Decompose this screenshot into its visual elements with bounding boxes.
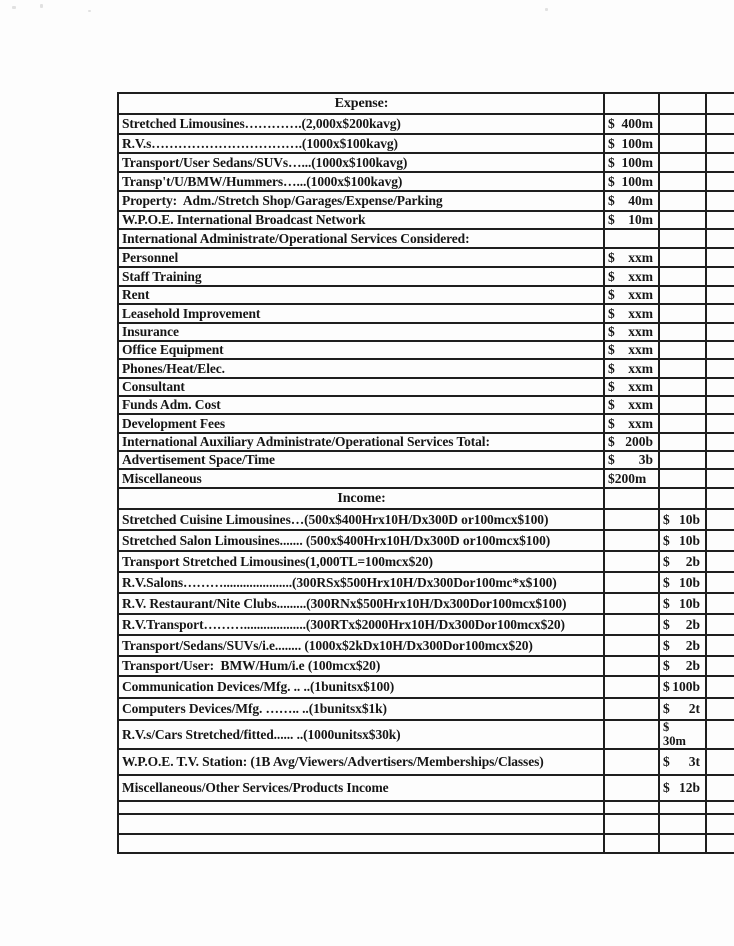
row-description: Transport/User Sedans/SUVs…...(1000x$100kavg): [119, 154, 605, 171]
amount-value: xxm: [628, 379, 653, 394]
table-row-rvs: [119, 135, 734, 154]
currency-symbol: $: [663, 553, 670, 569]
expense-amount-cell: [605, 615, 660, 634]
row-description: Transport/Sedans/SUVs/i.e........ (1000x$2kDx10H/Dx300Dor100mcx$20): [119, 636, 605, 655]
expense-amount-cell: [605, 249, 660, 266]
income-amount-cell: [660, 835, 707, 852]
currency-symbol: $: [608, 173, 615, 189]
income-amount-cell: [660, 434, 707, 450]
scan-artifact: [12, 6, 16, 9]
margin-cell: [707, 835, 734, 852]
row-description: Stretched Cuisine Limousines…(500x$400Hrx10H/Dx300D or100mcx$100): [119, 510, 605, 529]
currency-symbol: $: [663, 511, 670, 527]
expense-amount-cell: [605, 835, 660, 852]
row-description: Transp't/U/BMW/Hummers…...(1000x$100kavg): [119, 173, 605, 190]
currency-symbol: $: [608, 452, 615, 467]
income-amount-cell: [660, 173, 707, 190]
expense-amount-cell: [605, 815, 660, 833]
amount-value: xxm: [628, 415, 653, 431]
currency-symbol: $: [608, 342, 615, 357]
expense-amount-cell: [605, 230, 660, 247]
table-row-advertisement-space-time: [119, 452, 734, 470]
table-row-rvs-cars-stretched-fitted: [119, 721, 734, 750]
margin-cell: [707, 94, 734, 113]
amount-value: 400m: [621, 116, 653, 131]
expense-amount-cell: [605, 452, 660, 468]
table-row-development-fees: [119, 415, 734, 434]
row-description: Miscellaneous/Other Services/Products Income: [119, 776, 605, 800]
currency-symbol: $: [608, 193, 615, 208]
expense-amount-cell: [605, 677, 660, 697]
table-row-stretched-salon-limousines: [119, 531, 734, 552]
margin-cell: [707, 173, 734, 190]
expense-amount-cell: [605, 510, 660, 529]
table-row-blank-2: [119, 815, 734, 835]
amount-value: 30m: [663, 733, 686, 748]
margin-cell: [707, 135, 734, 152]
expense-amount-cell: [605, 489, 660, 508]
income-amount-cell: [660, 815, 707, 833]
income-amount-cell: [660, 636, 707, 655]
table-row-expense-header: [119, 94, 734, 115]
margin-cell: [707, 434, 734, 450]
amount-value: 12b: [678, 780, 700, 795]
expense-amount-cell: [605, 212, 660, 228]
income-amount-cell: [660, 489, 707, 508]
row-description: Leasehold Improvement: [119, 305, 605, 322]
currency-symbol: $: [608, 249, 615, 265]
income-amount-cell: [660, 594, 707, 613]
income-amount-cell: [660, 115, 707, 133]
expense-amount-cell: [605, 415, 660, 432]
row-description: R.V. Restaurant/Nite Clubs.........(300RNx$500Hrx10H/Dx300Dor100mcx$100): [119, 594, 605, 613]
table-row-staff-training: [119, 268, 734, 287]
amount-value: 10b: [678, 511, 700, 527]
margin-cell: [707, 802, 734, 813]
row-description: Transport/User: BMW/Hum/i.e (100mcx$20): [119, 657, 605, 675]
row-description: Computers Devices/Mfg. …….. ..(1bunitsx$1k): [119, 699, 605, 719]
table-row-miscellaneous: [119, 470, 734, 489]
amount-value: 2b: [685, 616, 700, 632]
margin-cell: [707, 531, 734, 550]
income-amount-cell: [660, 615, 707, 634]
expense-amount-cell: [605, 434, 660, 450]
income-amount-cell: [660, 573, 707, 592]
margin-cell: [707, 342, 734, 358]
margin-cell: [707, 573, 734, 592]
expense-amount-cell: [605, 192, 660, 210]
income-amount-cell: [660, 776, 707, 800]
margin-cell: [707, 699, 734, 719]
income-amount-cell: [660, 677, 707, 697]
income-amount-cell: [660, 531, 707, 550]
currency-symbol: $: [608, 470, 615, 486]
scan-artifact: [88, 10, 91, 12]
table-row-transport-stretched-limousines: [119, 552, 734, 573]
income-amount-cell: [660, 212, 707, 228]
expense-amount-cell: [605, 268, 660, 285]
row-description: Funds Adm. Cost: [119, 397, 605, 413]
margin-cell: [707, 552, 734, 571]
margin-cell: [707, 489, 734, 508]
currency-symbol: $: [663, 701, 670, 716]
table-row-blank-3: [119, 835, 734, 854]
expense-amount-cell: [605, 94, 660, 113]
expense-amount-cell: [605, 397, 660, 413]
currency-symbol: $: [608, 154, 615, 170]
amount-value: xxm: [628, 249, 653, 265]
row-description: R.V.Salons……….....................(300RSx$500Hrx10H/Dx300Dor100mc*x$100): [119, 573, 605, 592]
margin-cell: [707, 249, 734, 266]
income-amount-cell: [660, 287, 707, 303]
income-amount-cell: [660, 470, 707, 487]
currency-symbol: $: [608, 305, 615, 321]
expense-amount-cell: [605, 115, 660, 133]
row-description: Development Fees: [119, 415, 605, 432]
amount-value: 2b: [685, 637, 700, 653]
expense-amount-cell: [605, 636, 660, 655]
currency-symbol: $: [608, 360, 615, 376]
income-amount-cell: [660, 154, 707, 171]
currency-symbol: $: [608, 397, 615, 412]
table-row-income-header: [119, 489, 734, 510]
expense-amount-cell: [605, 324, 660, 340]
income-amount-cell: [660, 452, 707, 468]
margin-cell: [707, 212, 734, 228]
row-description: Office Equipment: [119, 342, 605, 358]
currency-symbol: $: [608, 135, 615, 151]
amount-value: xxm: [628, 324, 653, 339]
table-row-stretched-limousines: [119, 115, 734, 135]
margin-cell: [707, 154, 734, 171]
amount-value: xxm: [628, 268, 653, 284]
expense-amount-cell: [605, 154, 660, 171]
expense-amount-cell: [605, 573, 660, 592]
row-description: Advertisement Space/Time: [119, 452, 605, 468]
margin-cell: [707, 657, 734, 675]
row-description: W.P.O.E. International Broadcast Network: [119, 212, 605, 228]
income-amount-cell: [660, 360, 707, 377]
table-row-rent: [119, 287, 734, 305]
amount-value: 10b: [678, 532, 700, 548]
margin-cell: [707, 397, 734, 413]
table-row-stretched-cuisine-limousines: [119, 510, 734, 531]
income-amount-cell: [660, 230, 707, 247]
expense-amount-cell: [605, 552, 660, 571]
currency-symbol: $: [663, 721, 670, 735]
currency-symbol: $: [608, 324, 615, 339]
amount-value: 40m: [628, 193, 653, 208]
table-row-leasehold-improvement: [119, 305, 734, 324]
margin-cell: [707, 192, 734, 210]
table-row-personnel: [119, 249, 734, 268]
row-description: Stretched Salon Limousines....... (500x$400Hrx10H/Dx300D or100mcx$100): [119, 531, 605, 550]
section-header-label: Expense:: [119, 94, 605, 113]
expense-amount-cell: [605, 776, 660, 800]
margin-cell: [707, 815, 734, 833]
table-row-office-equipment: [119, 342, 734, 360]
row-description: Property: Adm./Stretch Shop/Garages/Expense/Parking: [119, 192, 605, 210]
expense-amount-cell: [605, 657, 660, 675]
income-amount-cell: [660, 415, 707, 432]
table-row-computers-devices-mfg: [119, 699, 734, 721]
expense-amount-cell: [605, 305, 660, 322]
income-amount-cell: [660, 94, 707, 113]
margin-cell: [707, 268, 734, 285]
row-description: International Administrate/Operational Services Considered:: [119, 230, 605, 247]
margin-cell: [707, 305, 734, 322]
margin-cell: [707, 615, 734, 634]
expense-amount-cell: [605, 470, 660, 487]
currency-symbol: $: [663, 658, 670, 673]
expense-amount-cell: [605, 379, 660, 395]
expense-amount-cell: [605, 750, 660, 774]
currency-symbol: $: [663, 616, 670, 632]
expense-amount-cell: [605, 342, 660, 358]
margin-cell: [707, 115, 734, 133]
table-row-phones-heat-elec: [119, 360, 734, 379]
margin-cell: [707, 750, 734, 774]
margin-cell: [707, 510, 734, 529]
income-amount-cell: [660, 342, 707, 358]
row-description: [119, 835, 605, 852]
income-amount-cell: [660, 552, 707, 571]
table-row-intl-auxiliary-services-total: [119, 434, 734, 452]
expense-amount-cell: [605, 173, 660, 190]
income-amount-cell: [660, 699, 707, 719]
income-amount-cell: [660, 750, 707, 774]
section-header-label: Income:: [119, 489, 605, 508]
expense-amount-cell: [605, 721, 660, 748]
income-amount-cell: [660, 721, 707, 748]
table-row-property: [119, 192, 734, 212]
margin-cell: [707, 776, 734, 800]
scan-artifact: [40, 4, 43, 8]
currency-symbol: $: [663, 637, 670, 653]
amount-value: 2t: [688, 701, 700, 716]
margin-cell: [707, 360, 734, 377]
row-description: Rent: [119, 287, 605, 303]
margin-cell: [707, 415, 734, 432]
amount-value: 100m: [621, 173, 653, 189]
row-description: Stretched Limousines………….(2,000x$200kavg): [119, 115, 605, 133]
row-description: R.V.Transport………...................(300RTx$2000Hrx10H/Dx300Dor100mcx$20): [119, 615, 605, 634]
amount-value: 2b: [685, 553, 700, 569]
income-amount-cell: [660, 657, 707, 675]
margin-cell: [707, 721, 734, 748]
row-description: [119, 815, 605, 833]
row-description: Staff Training: [119, 268, 605, 285]
table-row-funds-adm-cost: [119, 397, 734, 415]
scan-artifact: [545, 8, 548, 11]
income-amount-cell: [660, 305, 707, 322]
amount-value: 3b: [638, 452, 653, 467]
margin-cell: [707, 452, 734, 468]
amount-value: 100m: [621, 154, 653, 170]
expense-amount-cell: [605, 135, 660, 152]
margin-cell: [707, 379, 734, 395]
income-amount-cell: [660, 379, 707, 395]
amount-value: xxm: [628, 287, 653, 302]
row-description: W.P.O.E. T.V. Station: (1B Avg/Viewers/Advertisers/Memberships/Classes): [119, 750, 605, 774]
amount-value: 10m: [628, 212, 653, 227]
currency-symbol: $: [663, 574, 670, 590]
amount-value: 10b: [678, 574, 700, 590]
table-row-transport-sedans-suvs-ie: [119, 636, 734, 657]
currency-symbol: $: [608, 379, 615, 394]
amount-value: 10b: [678, 595, 700, 611]
row-description: R.V.s/Cars Stretched/fitted...... ..(1000unitsx$30k): [119, 721, 605, 748]
row-description: International Auxiliary Administrate/Operational Services Total:: [119, 434, 605, 450]
income-amount-cell: [660, 397, 707, 413]
row-description: Consultant: [119, 379, 605, 395]
table-row-intl-administrate-considered: [119, 230, 734, 249]
currency-symbol: $: [608, 116, 615, 131]
margin-cell: [707, 324, 734, 340]
row-description: Communication Devices/Mfg. .. ..(1bunitsx$100): [119, 677, 605, 697]
amount-value: 200m: [614, 470, 647, 486]
currency-symbol: $: [608, 434, 615, 449]
expense-amount-cell: [605, 699, 660, 719]
amount-value: xxm: [628, 305, 653, 321]
table-row-rv-salons: [119, 573, 734, 594]
amount-value: xxm: [628, 360, 653, 376]
margin-cell: [707, 287, 734, 303]
margin-cell: [707, 594, 734, 613]
expense-amount-cell: [605, 531, 660, 550]
income-amount-cell: [660, 249, 707, 266]
row-description: Miscellaneous: [119, 470, 605, 487]
income-amount-cell: [660, 802, 707, 813]
income-amount-cell: [660, 192, 707, 210]
currency-symbol: $: [663, 780, 670, 795]
table-row-rv-transport: [119, 615, 734, 636]
expense-income-table: [117, 92, 734, 854]
currency-symbol: $: [608, 268, 615, 284]
margin-cell: [707, 470, 734, 487]
income-amount-cell: [660, 135, 707, 152]
amount-value: 3t: [688, 754, 700, 769]
expense-amount-cell: [605, 802, 660, 813]
income-amount-cell: [660, 510, 707, 529]
amount-value: xxm: [628, 342, 653, 357]
margin-cell: [707, 636, 734, 655]
income-amount-cell: [660, 268, 707, 285]
row-description: R.V.s…………………………….(1000x$100kavg): [119, 135, 605, 152]
table-row-insurance: [119, 324, 734, 342]
expense-amount-cell: [605, 360, 660, 377]
amount-value: 100m: [621, 135, 653, 151]
table-row-transpt-u-bmw-hummers: [119, 173, 734, 192]
margin-cell: [707, 677, 734, 697]
table-row-transport-user-bmw-hum: [119, 657, 734, 677]
table-row-consultant: [119, 379, 734, 397]
row-description: Insurance: [119, 324, 605, 340]
amount-value: 100b: [672, 679, 700, 694]
table-row-communication-devices-mfg: [119, 677, 734, 699]
currency-symbol: $: [663, 532, 670, 548]
table-row-blank-1: [119, 802, 734, 815]
table-row-transport-user-sedans-suvs: [119, 154, 734, 173]
amount-value: xxm: [628, 397, 653, 412]
currency-symbol: $: [663, 754, 670, 769]
table-row-wpoe-tv-station: [119, 750, 734, 776]
amount-value: 2b: [685, 658, 700, 673]
amount-value: 200b: [625, 434, 653, 449]
currency-symbol: $: [608, 287, 615, 302]
currency-symbol: $: [663, 595, 670, 611]
margin-cell: [707, 230, 734, 247]
expense-amount-cell: [605, 594, 660, 613]
currency-symbol: $: [608, 415, 615, 431]
table-row-miscellaneous-other-income: [119, 776, 734, 802]
row-description: [119, 802, 605, 813]
currency-symbol: $: [663, 679, 670, 694]
table-row-rv-restaurant-nite-clubs: [119, 594, 734, 615]
row-description: Phones/Heat/Elec.: [119, 360, 605, 377]
income-amount-cell: [660, 324, 707, 340]
expense-amount-cell: [605, 287, 660, 303]
row-description: Personnel: [119, 249, 605, 266]
currency-symbol: $: [608, 212, 615, 227]
table-row-wpoe-broadcast-network: [119, 212, 734, 230]
row-description: Transport Stretched Limousines(1,000TL=100mcx$20): [119, 552, 605, 571]
